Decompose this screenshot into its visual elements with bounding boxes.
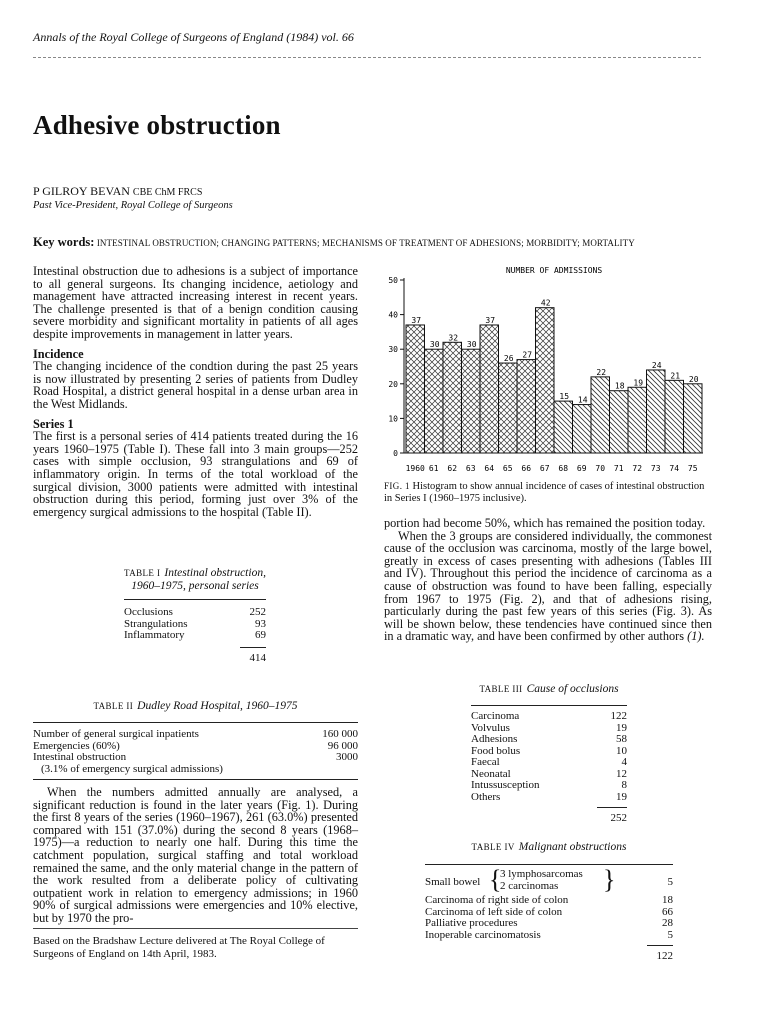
left-column-top xyxy=(33,265,358,518)
table2-cell-name: (3.1% of emergency surgical admissions) xyxy=(41,762,223,775)
small-bowel-breakdown xyxy=(500,869,583,892)
x-tick-label: 74 xyxy=(669,464,680,473)
x-tick-label: 69 xyxy=(576,464,587,473)
x-tick-label: 66 xyxy=(521,464,532,473)
table4-top-rule xyxy=(425,864,673,865)
bar-value-label: 20 xyxy=(688,374,699,384)
small-bowel-sub1: 3 lymphosarcomas xyxy=(500,868,583,880)
table3-cell-name: Carcinoma xyxy=(471,710,520,722)
small-bowel-sub2: 2 carcinomas xyxy=(500,879,559,892)
bar-value-label: 21 xyxy=(670,371,681,381)
bar xyxy=(462,349,481,453)
x-tick-label: 72 xyxy=(632,464,643,473)
table3-cell-name: Others xyxy=(471,790,501,803)
footnote-rule xyxy=(33,928,358,929)
table3-cell-value: 10 xyxy=(616,744,627,757)
table4-cell-value: 18 xyxy=(662,894,673,906)
analysis-paragraph: When the numbers admitted annually are analysed, a significant reduction is found in the later years (Fig. 1). During the first 8 years of the series (1960–1967), 261 (63.0%) presented compared with 151 (37.0%) during the second 8 years (1968–1975)—a reduction to nearly one half. During this time the catchment population, surgical staffing and total workload remained the same, and the only material change in the pattern of the work resulted from a deliberate policy of cultivating outpatient work in relation to emergency admissions; in 1960 90% of surgical admissions were emergencies and 10% elective, but by 1970 the pro- xyxy=(33,785,358,925)
x-tick-label: 75 xyxy=(687,464,698,473)
table4-body xyxy=(425,895,673,941)
table1-body xyxy=(124,607,266,642)
table4-caption xyxy=(425,837,673,855)
bar xyxy=(517,360,536,453)
table2-label: TABLE II xyxy=(93,701,134,711)
bar xyxy=(536,308,555,453)
series1-paragraph: The first is a personal series of 414 patients treated during the 16 years 1960–1975 (Table I). These fall into 3 main groups—252 cases with simple occlusion, 93 strangulations and 69 of inflammatory origin. In terms of the total workload of the surgical division, 3000 patients were admitted with intestinal obstruction during this period, forming just over 3% of the emergency surgical admissions to the hospital (Table II). xyxy=(33,429,358,519)
citation-ref: (1). xyxy=(687,629,705,644)
table3-caption-text: Cause of occlusions xyxy=(526,683,619,695)
table2-cell-value: 96 000 xyxy=(327,739,358,752)
bar xyxy=(406,325,425,453)
table-row xyxy=(124,607,266,619)
bar-value-label: 32 xyxy=(448,333,459,343)
bar xyxy=(610,391,629,453)
table2-bottom-rule xyxy=(33,779,358,780)
table2-cell-name: Intestinal obstruction xyxy=(33,751,127,763)
y-tick-label: 20 xyxy=(388,379,398,389)
table3-cell-name: Neonatal xyxy=(471,767,511,780)
table1-cell-name: Strangulations xyxy=(124,617,188,630)
table4-cell-name: Carcinoma of left side of colon xyxy=(425,905,563,918)
table3 xyxy=(471,679,627,824)
table4-cell-name: Palliative procedures xyxy=(425,917,518,929)
table1-top-rule xyxy=(124,599,266,600)
table-row xyxy=(425,930,673,942)
bar xyxy=(684,384,703,453)
x-tick-label: 73 xyxy=(650,464,661,473)
bar-value-label: 19 xyxy=(633,378,644,388)
bar xyxy=(480,325,499,453)
bar-value-label: 37 xyxy=(411,315,422,325)
figure-label: FIG. 1 xyxy=(384,481,410,491)
x-tick-label: 71 xyxy=(613,464,624,473)
table1-total: 414 xyxy=(249,651,266,664)
bar xyxy=(591,377,610,453)
bar-value-label: 22 xyxy=(596,367,607,377)
header-rule xyxy=(33,57,701,58)
table1-cell-value: 69 xyxy=(255,629,266,641)
bar-value-label: 18 xyxy=(614,381,625,391)
table-row xyxy=(124,630,266,642)
keywords-text: INTESTINAL OBSTRUCTION; CHANGING PATTERNS; MECHANISMS OF TREATMENT OF ADHESIONS; MORBIDITY; MORTALITY xyxy=(96,238,635,248)
table4-sum-rule xyxy=(647,945,673,946)
table3-cell-name: Food bolus xyxy=(471,744,521,757)
left-brace: { xyxy=(489,865,502,894)
table3-cell-value: 4 xyxy=(621,756,627,768)
bar-value-label: 26 xyxy=(503,354,514,364)
table4-label: TABLE IV xyxy=(471,842,515,852)
table3-cell-value: 19 xyxy=(616,721,627,734)
table-row xyxy=(471,757,627,769)
table1-caption-text: Intestinal obstruction, 1960–1975, personal series xyxy=(131,567,266,592)
table4-caption-text: Malignant obstructions xyxy=(518,841,627,853)
table4-small-bowel-row xyxy=(425,865,673,895)
chart-plot-area xyxy=(388,266,703,473)
table3-cell-name: Faecal xyxy=(471,756,500,768)
x-tick-label: 68 xyxy=(558,464,569,473)
bar xyxy=(499,363,518,453)
table-row xyxy=(33,752,358,764)
table-row xyxy=(471,734,627,746)
bar xyxy=(647,370,666,453)
table2-top-rule xyxy=(33,722,358,723)
y-tick-label: 0 xyxy=(393,449,398,458)
table3-cell-value: 12 xyxy=(616,767,627,780)
table4-cell-value: 5 xyxy=(667,928,673,941)
x-tick-label: 67 xyxy=(539,464,550,473)
table2-body xyxy=(33,729,358,775)
table3-cell-name: Intussusception xyxy=(471,779,540,791)
table2-cell-name: Emergencies (60%) xyxy=(33,739,120,752)
y-tick-label: 30 xyxy=(388,345,398,355)
right-paragraph-2 xyxy=(384,530,712,643)
bar-value-label: 27 xyxy=(522,350,533,360)
x-tick-label: 65 xyxy=(502,464,513,473)
table3-cell-value: 19 xyxy=(616,790,627,803)
table4-cell-value: 28 xyxy=(662,917,673,929)
bar xyxy=(425,349,444,453)
x-tick-label: 62 xyxy=(447,464,458,473)
y-tick-label: 50 xyxy=(388,276,398,285)
table-row xyxy=(471,792,627,804)
table4 xyxy=(425,837,673,962)
bar-value-label: 30 xyxy=(429,340,440,350)
x-tick-label: 70 xyxy=(595,464,606,473)
chart-title: NUMBER OF ADMISSIONS xyxy=(505,266,603,275)
table3-body xyxy=(471,711,627,803)
x-tick-label: 61 xyxy=(428,464,439,473)
table-row xyxy=(33,764,358,776)
table4-cell-name: Carcinoma of right side of colon xyxy=(425,894,569,906)
keywords xyxy=(33,235,635,250)
bar-value-label: 37 xyxy=(485,315,496,325)
table1-sum-rule xyxy=(240,647,266,648)
right-paragraph-1: portion had become 50%, which has remained the position today. xyxy=(384,516,706,530)
table3-caption xyxy=(471,679,627,697)
bar-value-label: 30 xyxy=(466,340,477,350)
table-row xyxy=(33,729,358,741)
histogram-figure xyxy=(378,260,718,478)
bar-value-label: 42 xyxy=(540,298,551,308)
table-row xyxy=(425,918,673,930)
article-title: Adhesive obstruction xyxy=(33,110,281,140)
table4-cell-name: Inoperable carcinomatosis xyxy=(425,928,541,941)
table4-total: 122 xyxy=(656,950,673,962)
bar-value-label: 14 xyxy=(577,395,588,405)
bar xyxy=(628,387,647,453)
table3-cell-value: 58 xyxy=(616,733,627,745)
table3-cell-name: Adhesions xyxy=(471,733,518,745)
table1-label: TABLE I xyxy=(124,568,161,578)
table2-cell-value: 3000 xyxy=(336,751,358,763)
footnote: Based on the Bradshaw Lecture delivered at The Royal College of Surgeons of England on 14th April, 1983. xyxy=(33,935,325,960)
table-row xyxy=(425,895,673,907)
figure-caption-text: Histogram to show annual incidence of cases of intestinal obstruction in Series I (1960–1975 inclusive). xyxy=(384,481,705,504)
y-tick-label: 10 xyxy=(388,414,398,424)
table3-cell-value: 122 xyxy=(610,710,627,722)
right-column-text xyxy=(384,517,712,643)
table3-label: TABLE III xyxy=(479,684,523,694)
x-tick-label: 63 xyxy=(465,464,476,473)
bar xyxy=(573,405,592,453)
table-row xyxy=(471,711,627,723)
table3-cell-value: 8 xyxy=(621,779,627,791)
table2-caption xyxy=(33,696,358,714)
table3-top-rule xyxy=(471,705,627,706)
table1 xyxy=(124,566,266,664)
small-bowel-value: 5 xyxy=(667,876,673,888)
table3-total: 252 xyxy=(610,812,627,824)
bar xyxy=(443,342,462,453)
small-bowel-label: Small bowel xyxy=(425,876,481,888)
table1-cell-name: Inflammatory xyxy=(124,629,185,641)
incidence-paragraph: The changing incidence of the condtion during the past 25 years is now illustrated by presenting 2 series of patients from Dudley Road Hospital, a district general hospital in a dense urban area in the West Midlands. xyxy=(33,359,358,411)
table1-cell-value: 93 xyxy=(255,617,266,630)
table4-cell-value: 66 xyxy=(662,905,673,918)
intro-paragraph: Intestinal obstruction due to adhesions is a subject of importance to all general surgeons. Its changing incidence, aetiology and management have attracted increasing interest in recent years. The challenge presented is that of a benign condition causing severe morbidity and significant mortality in patients of all ages despite improvements in management in latter years. xyxy=(33,264,358,341)
journal-header: Annals of the Royal College of Surgeons of England (1984) vol. 66 xyxy=(33,30,354,44)
bar-value-label: 24 xyxy=(651,360,662,370)
incidence-heading: Incidence xyxy=(33,346,84,361)
x-tick-label: 1960 xyxy=(405,464,425,473)
right-brace: } xyxy=(603,865,616,894)
bar xyxy=(554,401,573,453)
x-tick-label: 64 xyxy=(484,464,495,473)
author-degrees: CBE ChM FRCS xyxy=(132,187,203,198)
table1-cell-value: 252 xyxy=(249,606,266,618)
table2-cell-value: 160 000 xyxy=(322,728,358,740)
table1-cell-name: Occlusions xyxy=(124,606,173,618)
keywords-label: Key words: xyxy=(33,235,95,249)
author-line xyxy=(33,184,202,199)
table-row xyxy=(471,780,627,792)
table2-caption-text: Dudley Road Hospital, 1960–1975 xyxy=(137,700,298,712)
table2-cell-value xyxy=(307,764,358,776)
series1-heading: Series 1 xyxy=(33,416,74,431)
bar xyxy=(665,380,684,453)
author-affiliation: Past Vice-President, Royal College of Surgeons xyxy=(33,200,233,211)
bar-value-label: 15 xyxy=(559,392,570,402)
right-paragraph-2-text: When the 3 groups are considered individually, the commonest cause of the occlusion was carcinoma, mostly of the large bowel, greatly in excess of cases presenting with adhesions (Tables III and IV). Throughout this period the incidence of carcinoma as a cause of obstruction was found to have been falling, especially from 1967 to 1975 (Fig. 2), and that of adhesions rising, particularly during the past few years of this series (Fig. 3). As will be shown below, these tendencies have continued since then in a dramatic way, and have been confirmed by other authors xyxy=(384,528,712,644)
table3-cell-name: Volvulus xyxy=(471,721,510,734)
author-name: P GILROY BEVAN xyxy=(33,184,130,198)
table2 xyxy=(33,696,358,780)
table3-sum-rule xyxy=(597,807,627,808)
figure-caption xyxy=(384,480,714,505)
y-tick-label: 40 xyxy=(388,310,398,320)
table2-cell-name: Number of general surgical inpatients xyxy=(33,728,199,740)
table1-caption xyxy=(124,566,266,592)
